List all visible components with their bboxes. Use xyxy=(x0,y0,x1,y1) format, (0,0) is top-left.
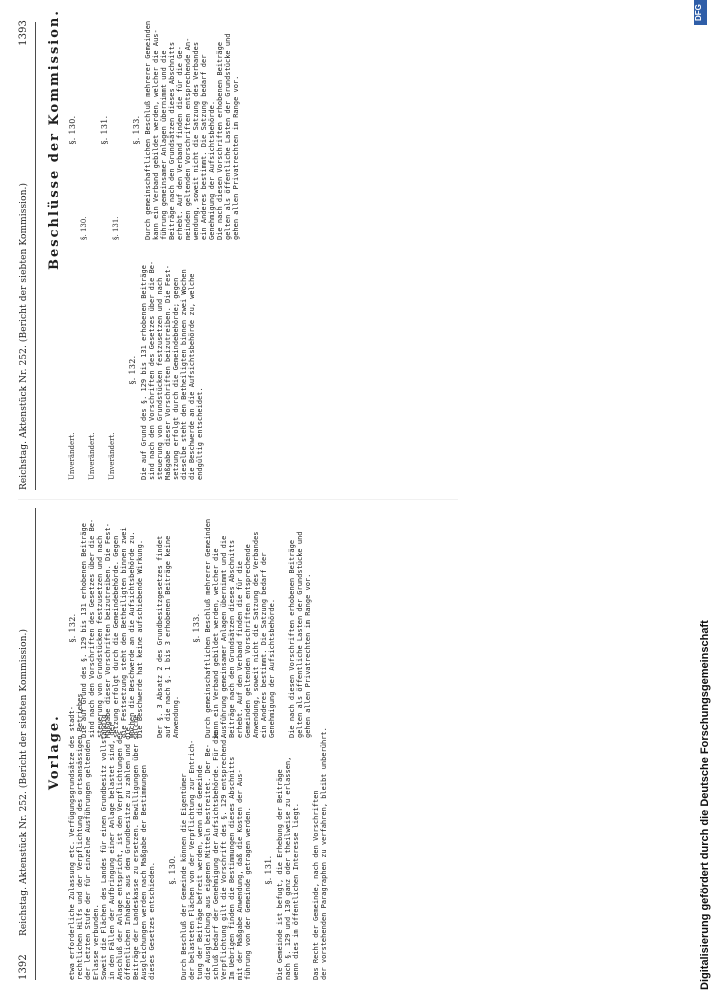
paragraph-heading: §. 130. xyxy=(68,115,77,145)
body-text-line: Die Beschwerde hat keine aufschiebende Wirkung. xyxy=(136,539,144,738)
body-text-line: Durch gemeinschaftlichen Beschluß mehrerer Gemeinden xyxy=(204,518,212,738)
body-text-line: gelten als öffentliche Lasten der Grundstücke und xyxy=(224,33,232,240)
body-text-line: Die auf Grund des §. 129 bis 131 erhobenen Beiträge xyxy=(80,523,88,738)
body-text-line: kann ein Verband gebildet werden, welcher die Aus- xyxy=(152,29,160,240)
body-text-line: Die auf Grund des §. 129 bis 131 erhobenen Beiträge xyxy=(140,265,148,480)
body-text-line: meinden geltenden Vorschriften entsprechende An- xyxy=(184,37,192,240)
body-text-line: Der §. 3 Absatz 2 des Grundbesitzgesetzes findet xyxy=(156,535,164,738)
text-block xyxy=(108,260,116,480)
text-block xyxy=(132,20,240,240)
digitization-credit: Digitalisierung gefördert durch die Deutsche Forschungsgemeinschaft xyxy=(699,620,711,990)
body-text-line: tung der Beiträge befreit werden, wenn die Gemeinde xyxy=(196,765,204,980)
dfg-logo: DFG xyxy=(694,0,707,25)
text-block xyxy=(68,20,88,240)
paragraph-note: Unverändert. xyxy=(68,432,76,480)
body-text-line: Verpflichtung gilt die Vorschrift des §. 129 entsprechend. xyxy=(220,735,228,980)
paragraph-note: §. 131. xyxy=(112,216,120,240)
body-text-line: Maßgabe dieser Vorschriften beizutreiben. Die Fest- xyxy=(104,523,112,738)
body-text-line: dieselbe steht den Betheiligten binnen zwei Wochen xyxy=(180,269,188,480)
body-text-line: setzung erfolgt durch die Gemeindebehörde. Gegen xyxy=(112,535,120,738)
text-block xyxy=(68,518,144,738)
body-text-line: rechtlichen Hilfs und der Verpflichtung des ortsansässigen Betriebes xyxy=(76,693,84,980)
body-text-line: setzung erfolgt durch die Gemeindebehörde; gegen xyxy=(172,277,180,480)
text-block xyxy=(88,260,96,480)
body-text-line: Anschluß der Anlage entspricht, ist den Verpflichtungen des xyxy=(116,731,124,980)
right-section-title: Beschlüsse der Kommission. xyxy=(47,9,62,270)
body-text-line: Das Recht der Gemeinde, nach den Vorschriften xyxy=(312,790,320,980)
left-column-2 xyxy=(68,518,648,738)
body-text-line: gelten als öffentliche Lasten der Grundstücke und xyxy=(296,531,304,738)
body-text-line: Gemeinden geltenden Vorschriften entsprechende xyxy=(244,544,252,738)
left-header-rule xyxy=(35,508,36,980)
body-text-line: führung gemeinsamer Anlagen übernimmt und die xyxy=(160,50,168,240)
body-text-line: Beiträge nach den Grundsätzen dieses Abschnitts xyxy=(168,41,176,240)
left-page-number: 1392 xyxy=(18,954,29,980)
body-text-line: erhebt. Auf den Verband finden die für die Ge- xyxy=(176,46,184,240)
paragraph-heading: §. 132. xyxy=(68,613,77,643)
body-text-line: kann ein Verband gebildet werden, welcher die xyxy=(212,548,220,738)
body-text-line: Maßgabe dieser Vorschriften beizutreiben. Die Fest- xyxy=(164,265,172,480)
body-text-line: öffentlichen Inhabers aus dem Grundbesitze zu zahlen und die xyxy=(124,727,132,980)
body-text-line: die Festsetzung steht den Betheiligten binnen zwei xyxy=(120,527,128,738)
body-text-line: Soweit die Flächen des Landes für einen Grundbesitz vollständig xyxy=(100,714,108,980)
paragraph-heading: §. 130. xyxy=(168,855,177,885)
right-header-rule xyxy=(35,22,36,490)
body-text-line: Genehmigung der Aufsichtsbehörde. xyxy=(268,598,276,738)
paragraph-heading: §. 132. xyxy=(128,355,137,385)
paragraph-heading: §. 133. xyxy=(192,613,201,643)
body-text-line: Durch gemeinschaftlichen Beschluß mehrerer Gemeinden xyxy=(144,20,152,240)
body-text-line: wenn dies im öffentlichen Interesse liegt. xyxy=(292,802,300,980)
body-text-line: der belasteten Flächen von der Verpflichtung zur Entrich- xyxy=(188,739,196,980)
paragraph-note: Unverändert. xyxy=(88,432,96,480)
body-text-line: mit der Maßgabe Anwendung, daß die Kosten der Aus- xyxy=(236,769,244,980)
body-text-line: gehen allen Privatrechten im Range vor. xyxy=(304,573,312,738)
body-text-line: endgültig entscheidet. xyxy=(196,387,204,480)
body-text-line: ein Anderes bestimmt. Die Satzung bedarf der xyxy=(260,552,268,738)
body-text-line: etwa erforderliche Zulassung etc. Verfügungsgrundsätze des stadt- xyxy=(68,706,76,980)
body-text-line: wendung, soweit nicht die Satzung des Verbandes xyxy=(192,41,200,240)
right-header-text: Reichstag. Aktenstück Nr. 252. (Bericht der siebten Kommission.) xyxy=(19,182,29,490)
body-text-line: führung von der Gemeinde getragen werden. xyxy=(244,807,252,980)
text-block xyxy=(100,20,120,240)
text-block xyxy=(68,693,156,980)
digitization-sidebar xyxy=(679,0,711,1000)
body-text-line: gehen allen Privatrechten im Range vor. xyxy=(232,75,240,240)
body-text-line: Beiträge nach den Grundsätzen dieses Abschnitts xyxy=(228,539,236,738)
body-text-line: die Beschwerde an die Aufsichtsbehörde zu, welche xyxy=(188,273,196,480)
text-block xyxy=(312,727,328,980)
body-text-line: Die nach diesen Vorschriften erhobenen Beiträge xyxy=(216,41,224,240)
paragraph-heading: §. 133. xyxy=(132,115,141,145)
body-text-line: der vorstehenden Paragraphen zu verfahren, bleibt unberührt. xyxy=(320,727,328,980)
page-gutter xyxy=(18,499,458,500)
text-block xyxy=(192,518,276,738)
paragraph-heading: §. 131. xyxy=(100,115,109,145)
text-block xyxy=(264,756,300,980)
body-text-line: Beiträge der Landeskasse zu ersetzen. Bewilligungen über solche xyxy=(132,714,140,980)
body-text-line: ein Anderes bestimmt. Die Satzung bedarf der xyxy=(200,54,208,240)
body-text-line: Ausgleichungen werden nach Maßgabe der Bestimmungen xyxy=(140,765,148,980)
body-text-line: steuerung von Grundstücken festzusetzen und nach xyxy=(156,277,164,480)
body-text-line: steuerung von Grundstücken festzusetzen und nach xyxy=(96,535,104,738)
body-text-line: der letzten Stufe der für einzelne Ausführungen geltenden xyxy=(84,739,92,980)
body-text-line: erhebt. Auf den Verband finden die für die xyxy=(236,560,244,738)
body-text-line: auf die nach §. 1 bis 3 erhobenen Beiträge keine xyxy=(164,535,172,738)
right-column-1 xyxy=(68,260,648,480)
body-text-line: dieses Gesetzes entschieden. xyxy=(148,861,156,980)
body-text-line: in den Fällen der Aufbringung einer Anlage belastet sind, der xyxy=(108,722,116,980)
body-text-line: Die Gemeinde ist befugt, die Erhebung der Beiträge xyxy=(276,769,284,980)
paragraph-note: Unverändert. xyxy=(108,432,116,480)
paragraph-heading: §. 131. xyxy=(264,855,273,885)
body-text-line: Anwendung. xyxy=(172,695,180,738)
left-page-header xyxy=(18,508,34,980)
body-text-line: Genehmigung der Aufsichtsbehörde. xyxy=(208,100,216,240)
left-column-1 xyxy=(68,693,648,980)
left-header-text: Reichstag. Aktenstück Nr. 252. (Bericht der siebten Kommission.) xyxy=(19,628,29,936)
text-block xyxy=(156,518,180,738)
body-text-line: sind nach den Vorschriften des Gesetzes über die Be- xyxy=(88,518,96,738)
body-text-line: sind nach den Vorschriften des Gesetzes über die Be- xyxy=(148,260,156,480)
text-block xyxy=(128,260,204,480)
right-column-2 xyxy=(68,20,648,240)
right-page-number: 1393 xyxy=(18,20,29,46)
body-text-line: Die nach diesen Vorschriften erhobenen Beiträge xyxy=(288,539,296,738)
text-block xyxy=(288,518,312,738)
right-page-header xyxy=(18,20,34,490)
left-section-title: Vorlage. xyxy=(47,714,62,790)
body-text-line: nach §. 129 und 130 ganz oder theilweise zu erlassen, xyxy=(284,756,292,980)
paragraph-note: §. 130. xyxy=(80,216,88,240)
body-text-line: Anwendung, soweit nicht die Satzung des Verbandes xyxy=(252,531,260,738)
body-text-line: die Ausgleichung aus eigenen Mitteln bestreitet. Der Be- xyxy=(204,743,212,980)
body-text-line: Im Uebrigen finden die Bestimmungen dieses Abschnitts xyxy=(228,756,236,980)
body-text-line: Ausführung gemeinsamer Anlagen übernimmt und die xyxy=(220,535,228,738)
body-text-line: Wochen die Beschwerde an die Aufsichtsbehörde zu. xyxy=(128,531,136,738)
text-block xyxy=(68,260,76,480)
body-text-line: schluß bedarf der Genehmigung der Aufsichtsbehörde. Für die xyxy=(212,731,220,980)
body-text-line: Durch Beschluß der Gemeinde können die Eigentümer xyxy=(180,773,188,980)
body-text-line: Erlasse verbunden. xyxy=(92,904,100,980)
text-block xyxy=(168,731,252,980)
